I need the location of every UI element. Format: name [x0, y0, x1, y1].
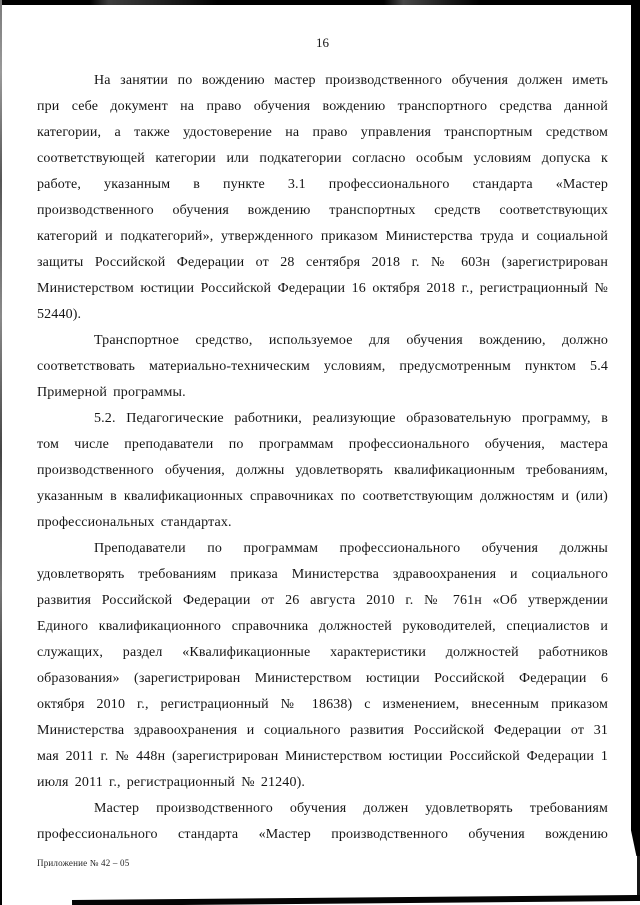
scan-edge-left: [0, 0, 2, 905]
body-paragraph: На занятии по вождению мастер производственного обучения должен иметь при себе документ на право обучения вождению транспортного средства данной категории, а также удостоверение на право управления транспортным средством соответствующей категории или подкатегории согласно особым условиям допуска к работе, указанным в пункте 3.1 профессионального стандарта «Мастер производственного обучения вождению транспортных средств соответствующих категорий и подкатегорий», утвержденного приказом Министерства труда и социальной защиты Российской Федерации от 28 сентября 2018 г. № 603н (зарегистрирован Министерством юстиции Российской Федерации 16 октября 2018 г., регистрационный № 52440).: [37, 73, 608, 322]
body-paragraph: Транспортное средство, используемое для обучения вождению, должно соответствовать материально-техническим условиям, предусмотренным пунктом 5.4 Примерной программы.: [37, 333, 608, 400]
body-paragraph-continued: Мастер производственного обучения должен удовлетворять требованиям профессионального стандарта «Мастер производственного обучения вождению: [37, 801, 608, 842]
scan-edge-bottom: [72, 895, 640, 905]
scan-edge-right: [631, 0, 640, 856]
body-paragraph: Преподаватели по программам профессионального обучения должны удовлетворять требованиям приказа Министерства здравоохранения и социального развития Российской Федерации от 26 августа 2010 г. № 761н «Об утверждении Единого квалификационного справочника должностей руководителей, специалистов и служащих, раздел «Квалификационные характеристики должностей работников образования» (зарегистрирован Министерством юстиции Российской Федерации 6 октября 2010 г., регистрационный № 18638) с изменением, внесенным приказом Министерства здравоохранения и социального развития Российской Федерации от 31 мая 2011 г. № 448н (зарегистрирован Министерством юстиции Российской Федерации 1 июля 2011 г., регистрационный № 21240).: [37, 541, 608, 790]
body-paragraph: 5.2. Педагогические работники, реализующие образовательную программу, в том числе преподаватели по программам профессионального обучения, мастера производственного обучения, должны удовлетворять квалификационным требованиям, указанным в квалификационных справочниках по соответствующим должностям и (или) профессиональных стандартах.: [37, 411, 608, 530]
page-number: 16: [316, 35, 329, 50]
footer-annotation: Приложение № 42 – 05: [37, 858, 130, 868]
scan-edge-top: [0, 0, 640, 5]
page-content: [37, 30, 608, 848]
